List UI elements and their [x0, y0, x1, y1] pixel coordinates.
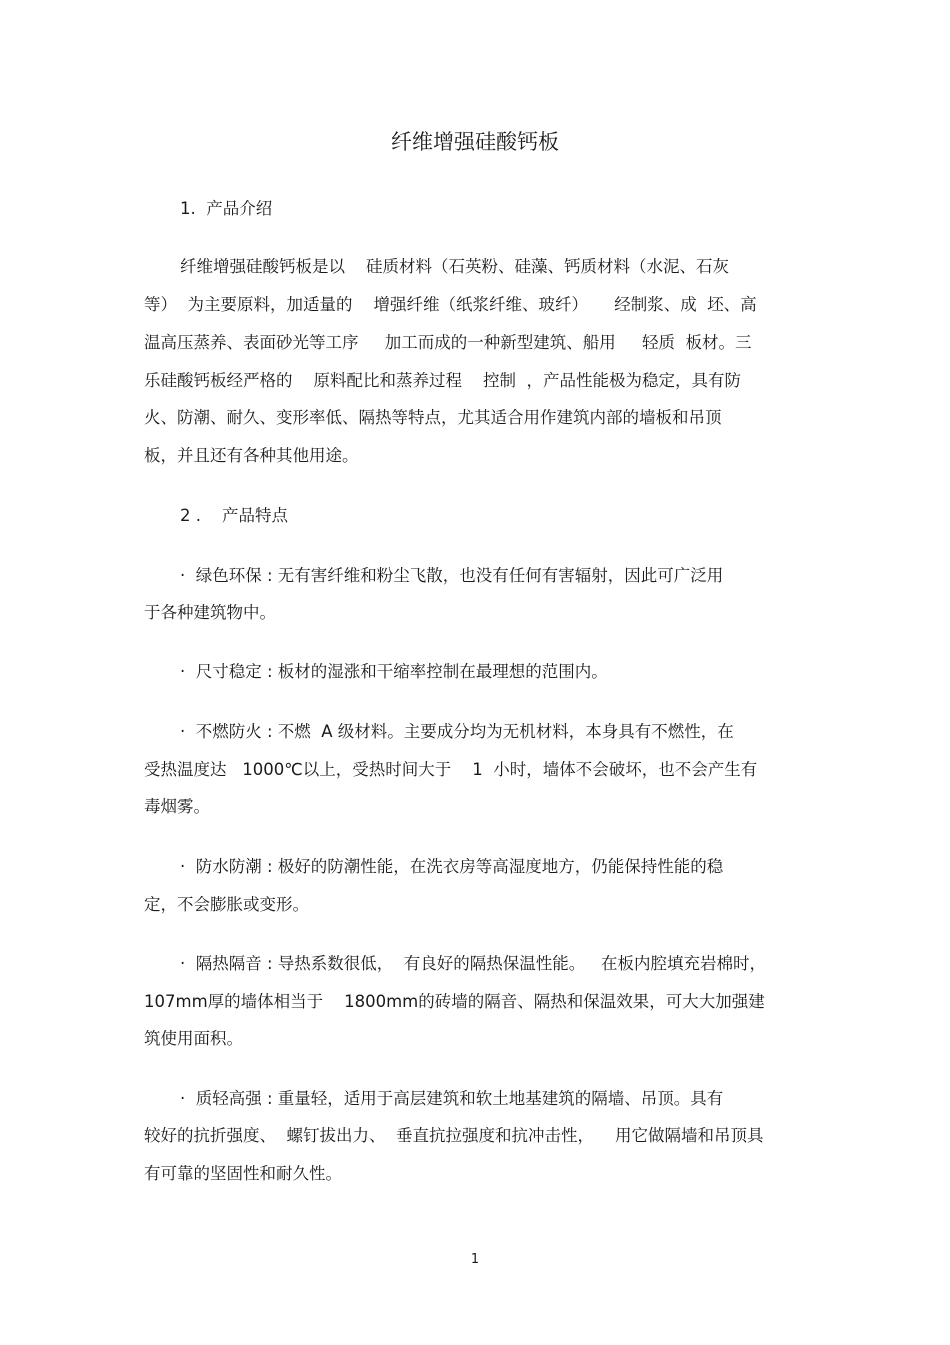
- feature-line: · 防水防潮 : 极好的防潮性能，在洗衣房等高湿度地方，仍能保持性能的稳: [180, 857, 724, 876]
- feature-line: · 质轻高强 : 重量轻，适用于高层建筑和软土地基建筑的隔墙、吊顶。具有: [180, 1089, 724, 1108]
- paragraph-line: 等） 为主要原料，加适量的 增强纤维（纸浆纤维、玻纤） 经制浆、成 坯、高: [144, 295, 757, 314]
- section-heading-product-features: 2 . 产品特点: [180, 506, 288, 525]
- feature-line: 筑使用面积。: [144, 1029, 243, 1048]
- feature-line: · 隔热隔音 : 导热系数很低， 有良好的隔热保温性能。 在板内腔填充岩棉时，: [180, 954, 767, 973]
- document-title: 纤维增强硅酸钙板: [391, 130, 559, 154]
- feature-line: 107mm厚的墙体相当于 1800mm的砖墙的隔音、隔热和保温效果，可大大加强建: [144, 992, 765, 1011]
- feature-line: 受热温度达 1000℃以上，受热时间大于 1 小时，墙体不会破坏，也不会产生有: [144, 760, 758, 779]
- feature-line: 定，不会膨胀或变形。: [144, 895, 309, 914]
- feature-line: 毒烟雾。: [144, 797, 210, 816]
- page-number: 1: [470, 1252, 480, 1267]
- paragraph-line: 温高压蒸养、表面砂光等工序 加工而成的一种新型建筑、船用 轻质 板材。三: [144, 333, 752, 352]
- feature-line: 较好的抗折强度、 螺钉拔出力、 垂直抗拉强度和抗冲击性， 用它做隔墙和吊顶具: [144, 1126, 764, 1145]
- feature-line: · 绿色环保 : 无有害纤维和粉尘飞散，也没有任何有害辐射，因此可广泛用: [180, 566, 724, 585]
- paragraph-line: 乐硅酸钙板经严格的 原料配比和蒸养过程 控制 ，产品性能极为稳定，具有防: [144, 371, 741, 390]
- feature-line: · 尺寸稳定 : 板材的湿涨和干缩率控制在最理想的范围内。: [180, 662, 608, 681]
- paragraph-line: 火、防潮、耐久、变形率低、隔热等特点，尤其适合用作建筑内部的墙板和吊顶: [144, 408, 722, 427]
- feature-line: 有可靠的坚固性和耐久性。: [144, 1164, 342, 1183]
- feature-line: · 不燃防火 : 不燃 A 级材料。主要成分均为无机材料，本身具有不燃性，在: [180, 722, 734, 741]
- feature-line: 于各种建筑物中。: [144, 603, 276, 622]
- paragraph-line: 板，并且还有各种其他用途。: [144, 446, 359, 465]
- section-heading-product-intro: 1. 产品介绍: [180, 199, 273, 218]
- paragraph-line: 纤维增强硅酸钙板是以 硅质材料（石英粉、硅藻、钙质材料（水泥、石灰: [180, 257, 729, 276]
